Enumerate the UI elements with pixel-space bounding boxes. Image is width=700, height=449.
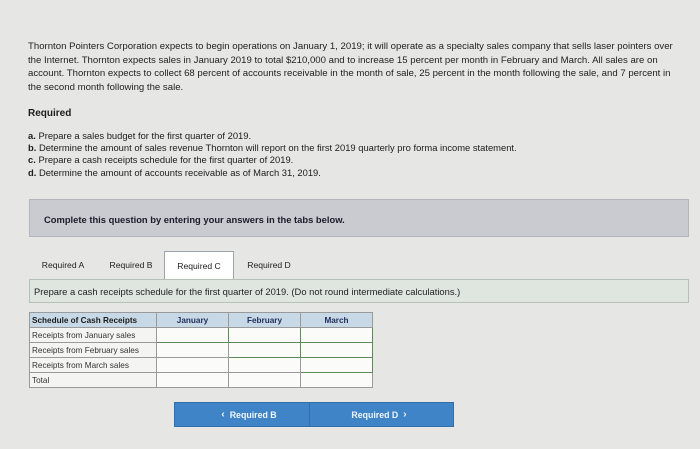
requirement-letter: c. <box>28 154 36 166</box>
requirement-text: Prepare a sales budget for the first quarter of 2019. <box>38 130 252 141</box>
requirement-item <box>28 154 668 166</box>
amount-input[interactable] <box>301 358 373 373</box>
requirement-letter: a. <box>28 130 36 141</box>
instructions-banner <box>29 199 689 237</box>
amount-input[interactable] <box>157 358 229 373</box>
requirement-letter: d. <box>28 166 37 178</box>
requirement-item <box>28 130 668 142</box>
amount-input[interactable] <box>157 328 229 343</box>
requirement-text: Determine the amount of sales revenue Thornton will report on the first 2019 quarterly pro forma income statement. <box>38 142 517 154</box>
amount-input[interactable] <box>157 343 229 358</box>
amount-input[interactable] <box>229 328 301 343</box>
row-label: Total <box>30 373 157 388</box>
requirements-list <box>28 130 668 179</box>
row-label: Receipts from March sales <box>30 358 157 373</box>
chevron-left-icon: ‹ <box>221 409 225 420</box>
requirement-item <box>28 142 668 154</box>
tab-required-b[interactable]: Required B <box>109 260 153 270</box>
total-cell[interactable] <box>301 373 373 388</box>
tab-required-c[interactable]: Required C <box>164 251 234 281</box>
requirement-text: Prepare a cash receipts schedule for the first quarter of 2019. <box>38 154 294 166</box>
total-cell[interactable] <box>157 373 229 388</box>
table-row <box>30 328 373 343</box>
column-header: March <box>301 313 373 328</box>
problem-intro: Thornton Pointers Corporation expects to begin operations on January 1, 2019; it will operate as a specialty sales company that sells laser pointers over the Internet. Thornton expects sales in January 2019 to total $210,000 and to increase 15 percent per month in February and March. All sales are on account. Thornton expects to collect 68 percent of accounts receivable in the month of sale, 25 percent in the month following the sale, and 7 percent in the second month following the sale. <box>28 41 673 93</box>
instruction-text: Prepare a cash receipts schedule for the first quarter of 2019. (Do not round intermediate calculations.) <box>34 286 461 297</box>
prev-required-b-button[interactable] <box>174 402 319 427</box>
cash-receipts-table <box>29 312 373 388</box>
amount-input[interactable] <box>229 358 301 373</box>
next-required-d-button[interactable] <box>309 402 454 427</box>
table-header-row <box>30 313 373 328</box>
table-row <box>30 358 373 373</box>
amount-input[interactable] <box>229 343 301 358</box>
row-label: Receipts from February sales <box>30 343 157 358</box>
requirement-text: Determine the amount of accounts receivable as of March 31, 2019. <box>38 166 321 178</box>
chevron-right-icon: › <box>403 409 407 420</box>
instruction-bar <box>29 279 689 303</box>
column-header: January <box>157 313 229 328</box>
amount-input[interactable] <box>301 343 373 358</box>
requirement-tabs <box>30 251 430 279</box>
next-button-label: Required D <box>351 409 399 420</box>
banner-text: Complete this question by entering your answers in the tabs below. <box>44 214 345 225</box>
total-cell[interactable] <box>229 373 301 388</box>
amount-input[interactable] <box>301 328 373 343</box>
tab-required-d[interactable]: Required D <box>247 260 291 270</box>
column-header: February <box>229 313 301 328</box>
table-row <box>30 343 373 358</box>
row-label: Receipts from January sales <box>30 328 157 343</box>
requirement-item <box>28 167 668 179</box>
tab-required-a[interactable]: Required A <box>41 260 85 270</box>
prev-button-label: Required B <box>229 409 277 420</box>
column-header: Schedule of Cash Receipts <box>30 313 157 328</box>
table-row <box>30 373 373 388</box>
requirement-letter: b. <box>28 142 37 154</box>
required-heading: Required <box>28 108 72 119</box>
